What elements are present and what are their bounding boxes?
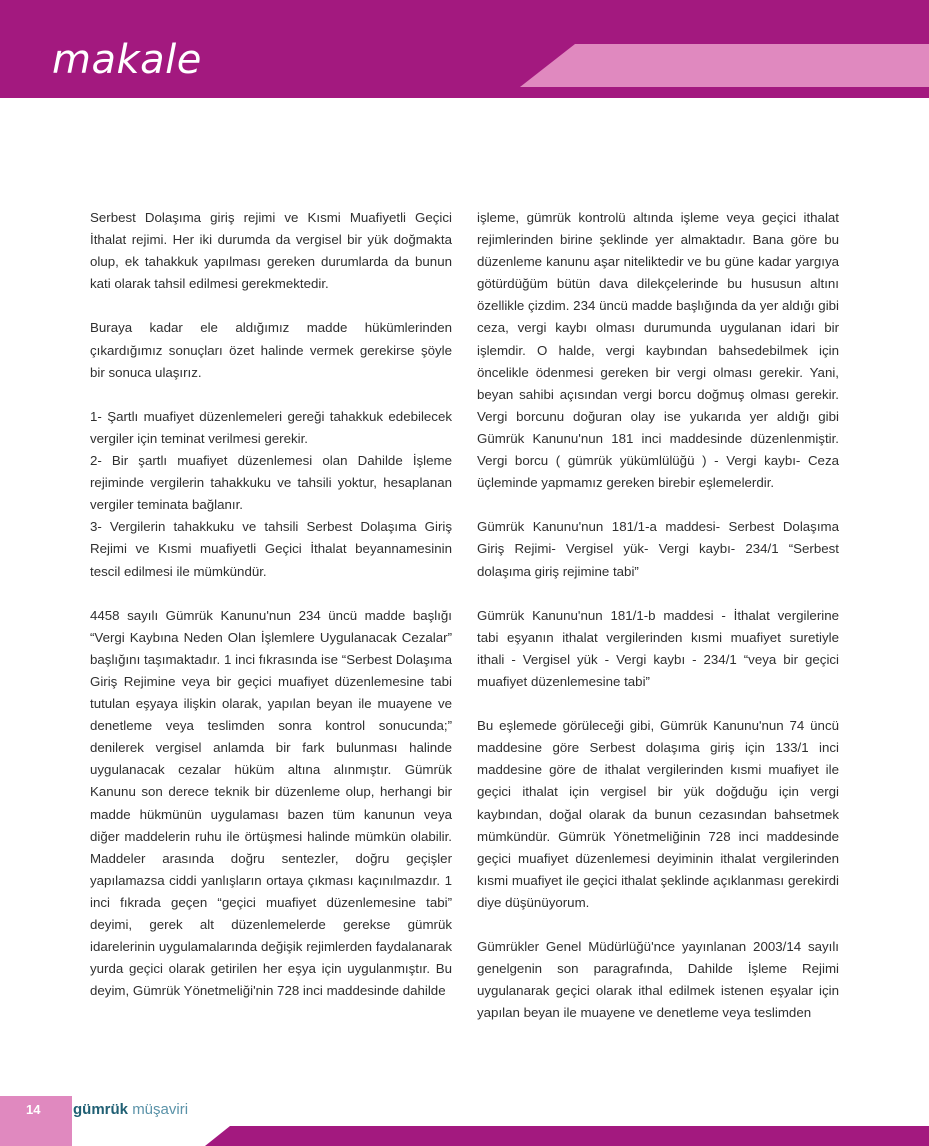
right-paragraph-4: Bu eşlemede görüleceği gibi, Gümrük Kanunu'nun 74 üncü maddesine göre Serbest dolaşıma giriş için 133/1 inci maddesine göre de ithalat vergilerinden kısmi muafiyet ile geçici ithalat için vergisel bir yük doğduğu için vergi kaybından, doğal olarak da bunun cezasından bahsetmek mümkündür. Gümrük Yönetmeliğinin 728 inci maddesinde geçici muafiyet düzenlemesi deyiminin ithalat vergilerinden kısmi muafiyet ile geçici ithalat şeklinde açıklanması gerekirdi diye düşünüyorum.: [477, 718, 839, 910]
left-paragraph-2: Buraya kadar ele aldığımız madde hükümlerinden çıkardığımız sonuçları özet halinde vermek gerekirse şöyle bir sonuca ulaşırız.: [90, 320, 452, 380]
right-paragraph-1: işleme, gümrük kontrolü altında işleme veya geçici ithalat rejimlerinden birine şeklinde yer almaktadır. Bana göre bu düzenleme kanunu aşar niteliktedir ve bu güne kadar yargıya götürdüğüm bütün dava dilekçelerinde bu hususun altını özellikle çizdim. 234 üncü madde başlığında da yer aldığı gibi ceza, vergi kaybı olması durumunda uygulanan idari bir işlemdir. O halde, vergi kaybından bahsedebilmek için öncelikle ödenmesi gereken bir vergi olması gerekir. Yani, beyan sahibi açısından vergi borcu doğmuş olması gerekir. Vergi borcunu doğuran olay ise yukarıda yer aldığı gibi Gümrük Kanunu'nun 181 inci maddesinde düzenlenmiştir. Vergi borcu ( gümrük yükümlülüğü ) - Vergi kaybı- Ceza üçleminde yapmamız gereken birebir eşlemelerdir.: [477, 210, 839, 491]
left-paragraph-5: 3- Vergilerin tahakkuku ve tahsili Serbest Dolaşıma Giriş Rejimi ve Kısmi muafiyetli Geçici İthalat beyannamesinin tescil edilmesi ile mümkündür.: [90, 519, 452, 579]
page-number: 14: [26, 1102, 41, 1117]
magazine-brand: [73, 1100, 188, 1120]
brand-bold-word: gümrük: [73, 1101, 129, 1118]
left-column: [90, 207, 452, 1002]
header-accent-tab: [520, 44, 929, 87]
section-title: makale: [52, 37, 202, 83]
left-paragraph-4: 2- Bir şartlı muafiyet düzenlemesi olan Dahilde İşleme rejiminde vergilerin tahakkuku ve tahsili yoktur, hesaplanan vergiler teminata bağlanır.: [90, 453, 452, 513]
right-paragraph-3: Gümrük Kanunu'nun 181/1-b maddesi - İthalat vergilerine tabi eşyanın ithalat vergilerinden kısmi muafiyet suretiyle ithali - Vergisel yük - Vergi kaybı - 234/1 “veya bir geçici muafiyet düzenlemesine tabi”: [477, 607, 839, 689]
right-column: [477, 207, 839, 1024]
right-paragraph-5: Gümrükler Genel Müdürlüğü'nce yayınlanan 2003/14 sayılı genelgenin son paragrafında, Dahilde İşleme Rejimi uygulanarak geçici olarak ithal edilmek istenen eşyalar için yapılan beyan ile muayene ve denetleme veya teslimden: [477, 939, 839, 1021]
footer-accent-strip: [205, 1126, 929, 1146]
brand-light-word: müşaviri: [132, 1101, 189, 1118]
header-base-strip: [0, 87, 929, 98]
left-paragraph-6: 4458 sayılı Gümrük Kanunu'nun 234 üncü madde başlığı “Vergi Kaybına Neden Olan İşlemlere Uygulanacak Cezalar” başlığını taşımaktadır. 1 inci fıkrasında ise “Serbest Dolaşıma Giriş Rejimine veya bir geçici muafiyet düzenlemesine tabi tutulan eşyaya ilişkin olarak, yapılan beyan ile muayene ve denetleme veya teslimden sonra kontrol sonucunda;” denilerek vergisel anlamda bir fark bulunması halinde uygulanacak cezalar hüküm altına alınmıştır. Gümrük Kanunu son derece teknik bir düzenleme olup, herhangi bir madde hükmünün uygulaması bazen tüm kanunun veya diğer maddelerin ruhu ile örtüşmesi halinde mümkün olabilir. Maddeler arasında doğru sentezler, doğru geçişler yapılamazsa ciddi yanlışların ortaya çıkması kaçınılmazdır. 1 inci fıkrada geçen “geçici muafiyet düzenlemesine tabi” deyimi, gerek alt düzenlemelerde gerekse gümrük idarelerinin uygulamalarında değişik rejimlerden faydalanarak yurda geçici olarak getirilen her eşya için uygulanmıştır. Bu deyim, Gümrük Yönetmeliği'nin 728 inci maddesinde dahilde: [90, 607, 452, 999]
right-paragraph-2: Gümrük Kanunu'nun 181/1-a maddesi- Serbest Dolaşıma Giriş Rejimi- Vergisel yük- Vergi kaybı- 234/1 “Serbest dolaşıma giriş rejimine tabi”: [477, 519, 839, 579]
left-paragraph-3: 1- Şartlı muafiyet düzenlemeleri gereği tahakkuk edebilecek vergiler için teminat verilmesi gerekir.: [90, 408, 452, 446]
left-paragraph-1: Serbest Dolaşıma giriş rejimi ve Kısmi Muafiyetli Geçici İthalat rejimi. Her iki durumda da vergisel bir yük doğmakta olup, ek tahakkuk yapılması gereken durumlarda da bunun kati olarak tahsil edilmesi gerekmektedir.: [90, 210, 452, 292]
